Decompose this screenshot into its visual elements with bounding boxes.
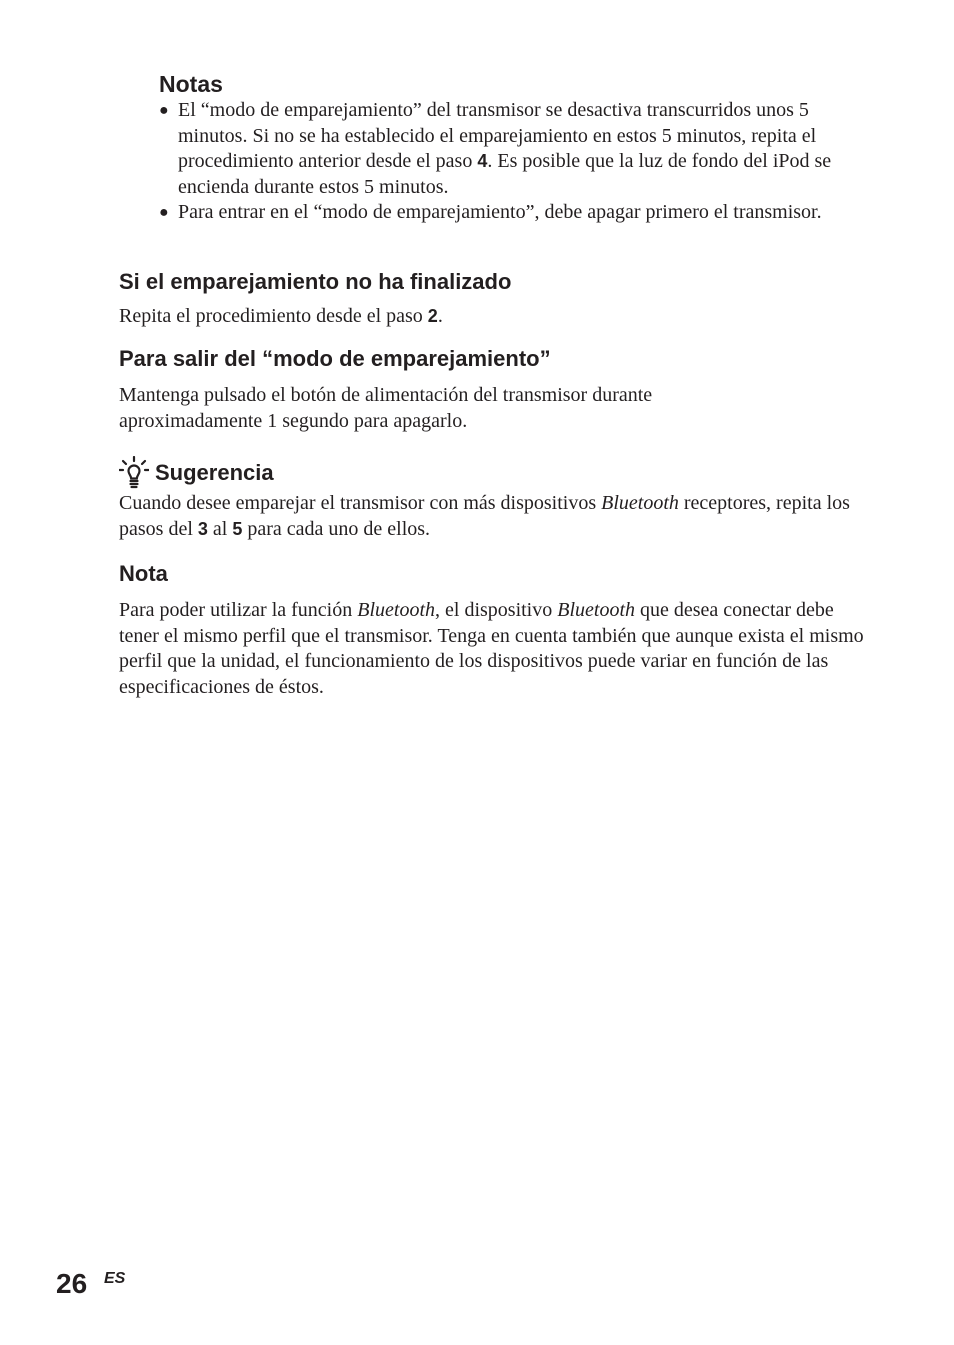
list-item	[159, 98, 859, 200]
not-finished-section	[119, 268, 879, 330]
text-run: , el dispositivo	[435, 599, 558, 621]
language-code: ES	[104, 1270, 126, 1287]
lightbulb-icon	[119, 456, 149, 490]
text-run: para cada uno de ellos.	[242, 517, 431, 540]
step-number: 5	[232, 518, 243, 539]
text-run: Repita el procedimiento desde el paso	[119, 305, 428, 327]
step-number: 4	[477, 151, 488, 171]
tip-text	[119, 491, 869, 542]
tip-heading-row	[119, 456, 869, 490]
nota-text	[119, 598, 869, 700]
italic-term: Bluetooth	[601, 492, 679, 514]
section-text: Mantenga pulsado el botón de alimentación del transmisor durante aproximadamente 1 segundo para apagarlo.	[119, 384, 653, 432]
italic-term: Bluetooth	[357, 599, 436, 621]
bullet-icon: ●	[159, 102, 169, 119]
text-run: al	[207, 517, 233, 540]
text-run: .	[437, 305, 443, 327]
notes-section	[159, 70, 859, 226]
note-text: El “modo de emparejamiento” del transmisor se desactiva transcurridos unos 5 minutos. Si no se ha establecido el emparejamiento en estos 5 minutos, repita el procedimiento anterior desde el paso	[178, 99, 817, 172]
notes-heading: Notas	[159, 71, 223, 97]
section-heading: Si el emparejamiento no ha finalizado	[119, 269, 512, 294]
nota-heading: Nota	[119, 561, 168, 586]
italic-term: Bluetooth	[557, 599, 636, 621]
text-run: que desea conectar debe tener el mismo perfil que el transmisor. Tenga en cuenta también que aunque exista el mismo perfil que la unidad, el funcionamiento de los dispositivos puede variar en función de las especificaciones de éstos.	[119, 599, 864, 698]
step-number: 2	[427, 306, 438, 326]
section-heading: Para salir del “modo de emparejamiento”	[119, 346, 551, 371]
page-number: 26	[56, 1268, 88, 1299]
step-number: 3	[197, 518, 208, 539]
note-text: . Es posible que la luz de fondo del iPod se encienda durante estos 5 minutos.	[178, 150, 832, 198]
bullet-icon: ●	[159, 204, 169, 221]
tip-section	[119, 456, 869, 542]
notes-list	[159, 98, 859, 226]
exit-mode-section	[119, 345, 819, 434]
text-run: Para poder utilizar la función	[119, 599, 358, 621]
note-text: Para entrar en el “modo de emparejamiento”, debe apagar primero el transmisor.	[178, 201, 822, 223]
text-run: receptores, repita los pasos del	[119, 492, 850, 540]
list-item	[159, 200, 859, 226]
tip-heading: Sugerencia	[155, 460, 274, 485]
nota-section	[119, 560, 869, 700]
text-run: Cuando desee emparejar el transmisor con más dispositivos	[119, 492, 602, 514]
section-text	[119, 304, 879, 330]
